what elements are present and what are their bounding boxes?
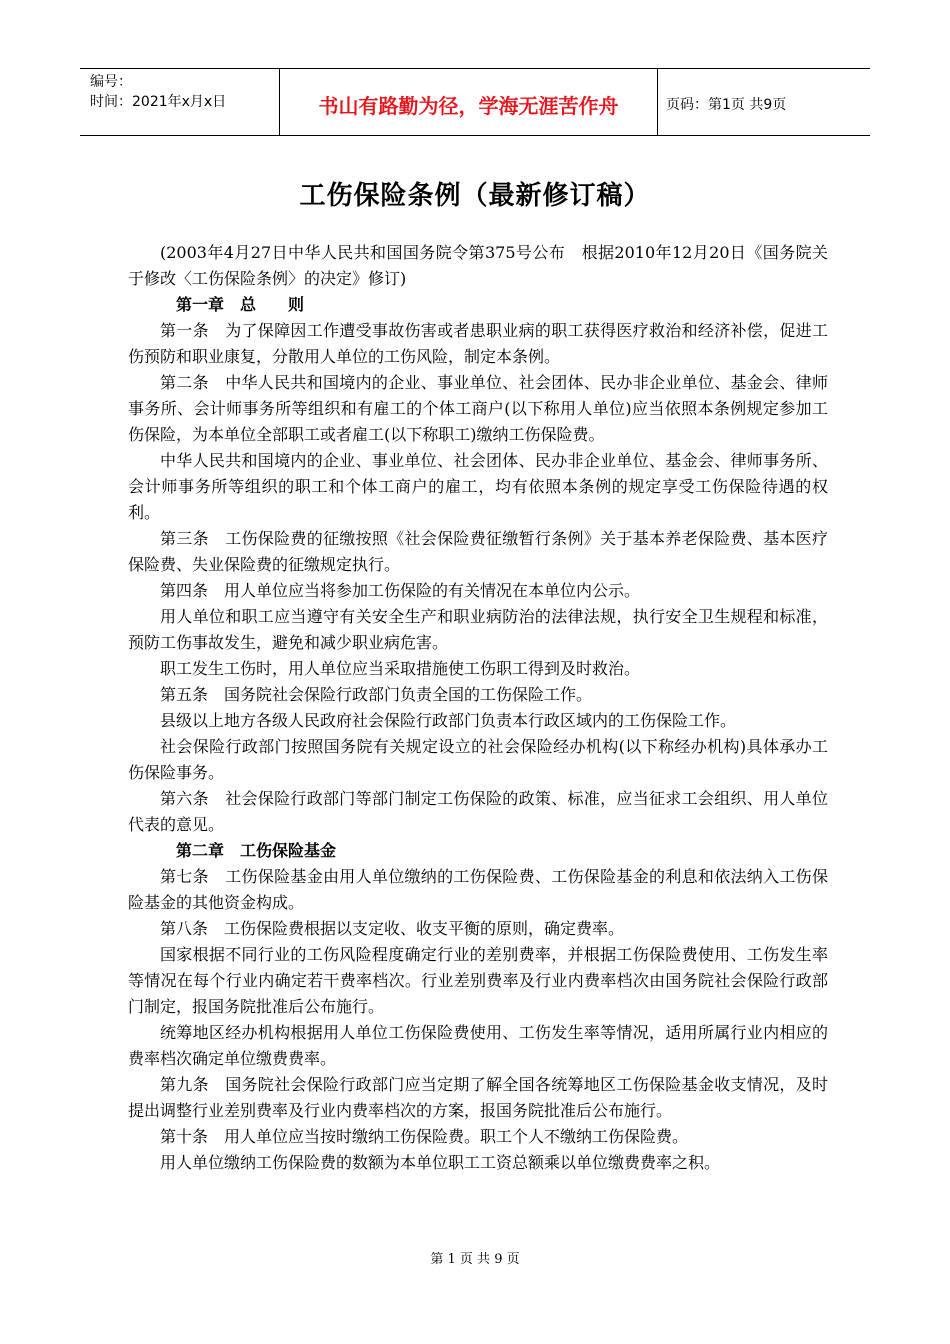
paragraph: 用人单位和职工应当遵守有关安全生产和职业病防治的法律法规，执行安全卫生规程和标准，预防工伤事故发生，避免和减少职业病危害。: [128, 607, 828, 652]
paragraph: 县级以上地方各级人民政府社会保险行政部门负责本行政区域内的工伤保险工作。: [160, 711, 737, 730]
paragraph: 第七条 工伤保险基金由用人单位缴纳的工伤保险费、工伤保险基金的利息和依法纳入工伤保险基金的其他资金构成。: [128, 867, 828, 912]
number-label: 编号：: [90, 74, 132, 90]
header-motto: 书山有路勤为径，学海无涯苦作舟: [280, 69, 658, 135]
paragraph: 职工发生工伤时，用人单位应当采取措施使工伤职工得到及时救治。: [160, 659, 641, 678]
paragraph: 第四条 用人单位应当将参加工伤保险的有关情况在本单位内公示。: [160, 581, 641, 600]
paragraph: 统筹地区经办机构根据用人单位工伤保险费使用、工伤发生率等情况，适用所属行业内相应的费率档次确定单位缴费费率。: [128, 1023, 828, 1068]
paragraph: 第六条 社会保险行政部门等部门制定工伤保险的政策、标准，应当征求工会组织、用人单位代表的意见。: [128, 789, 828, 834]
paragraph: 第九条 国务院社会保险行政部门应当定期了解全国各统筹地区工伤保险基金收支情况，及时提出调整行业差别费率及行业内费率档次的方案，报国务院批准后公布施行。: [128, 1075, 828, 1120]
chapter-heading: 第二章 工伤保险基金: [176, 841, 337, 860]
chapter-heading: 第一章 总 则: [176, 295, 305, 314]
document-title: 工伤保险条例（最新修订稿）: [299, 181, 651, 211]
paragraph: 第一条 为了保障因工作遭受事故伤害或者患职业病的职工获得医疗救治和经济补偿，促进工伤预防和职业康复，分散用人单位的工伤风险，制定本条例。: [128, 321, 828, 366]
paragraph: 第二条 中华人民共和国境内的企业、事业单位、社会团体、民办非企业单位、基金会、律师事务所、会计师事务所等组织和有雇工的个体工商户(以下称用人单位)应当依照本条例规定参加工伤保险，为本单位全部职工或者雇工(以下称职工)缴纳工伤保险费。: [128, 373, 828, 444]
document-body: [128, 240, 828, 1176]
paragraph: 用人单位缴纳工伤保险费的数额为本单位职工工资总额乘以单位缴费费率之积。: [160, 1153, 721, 1172]
paragraph: 第五条 国务院社会保险行政部门负责全国的工伤保险工作。: [160, 685, 593, 704]
paragraph: 第十条 用人单位应当按时缴纳工伤保险费。职工个人不缴纳工伤保险费。: [160, 1127, 689, 1146]
paragraph: 国家根据不同行业的工伤风险程度确定行业的差别费率，并根据工伤保险费使用、工伤发生率等情况在每个行业内确定若干费率档次。行业差别费率及行业内费率档次由国务院社会保险行政部门制定，报国务院批准后公布施行。: [128, 945, 828, 1016]
paragraph: 中华人民共和国境内的企业、事业单位、社会团体、民办非企业单位、基金会、律师事务所、会计师事务所等组织的职工和个体工商户的雇工，均有依照本条例的规定享受工伤保险待遇的权利。: [128, 451, 828, 522]
paragraph: (2003年4月27日中华人民共和国国务院令第375号公布 根据2010年12月20日《国务院关于修改〈工伤保险条例〉的决定》修订): [128, 243, 828, 288]
page-footer: 第 1 页 共 9 页: [430, 1252, 520, 1267]
document-header: [80, 68, 870, 136]
paragraph: 社会保险行政部门按照国务院有关规定设立的社会保险经办机构(以下称经办机构)具体承办工伤保险事务。: [128, 737, 828, 782]
time-label: 时间：2021年x月x日: [90, 94, 227, 110]
paragraph: 第八条 工伤保险费根据以支定收、收支平衡的原则，确定费率。: [160, 919, 625, 938]
header-page-info: 页码：第1页 共9页: [666, 97, 787, 113]
paragraph: 第三条 工伤保险费的征缴按照《社会保险费征缴暂行条例》关于基本养老保险费、基本医疗保险费、失业保险费的征缴规定执行。: [128, 529, 828, 574]
header-meta: [80, 69, 280, 135]
